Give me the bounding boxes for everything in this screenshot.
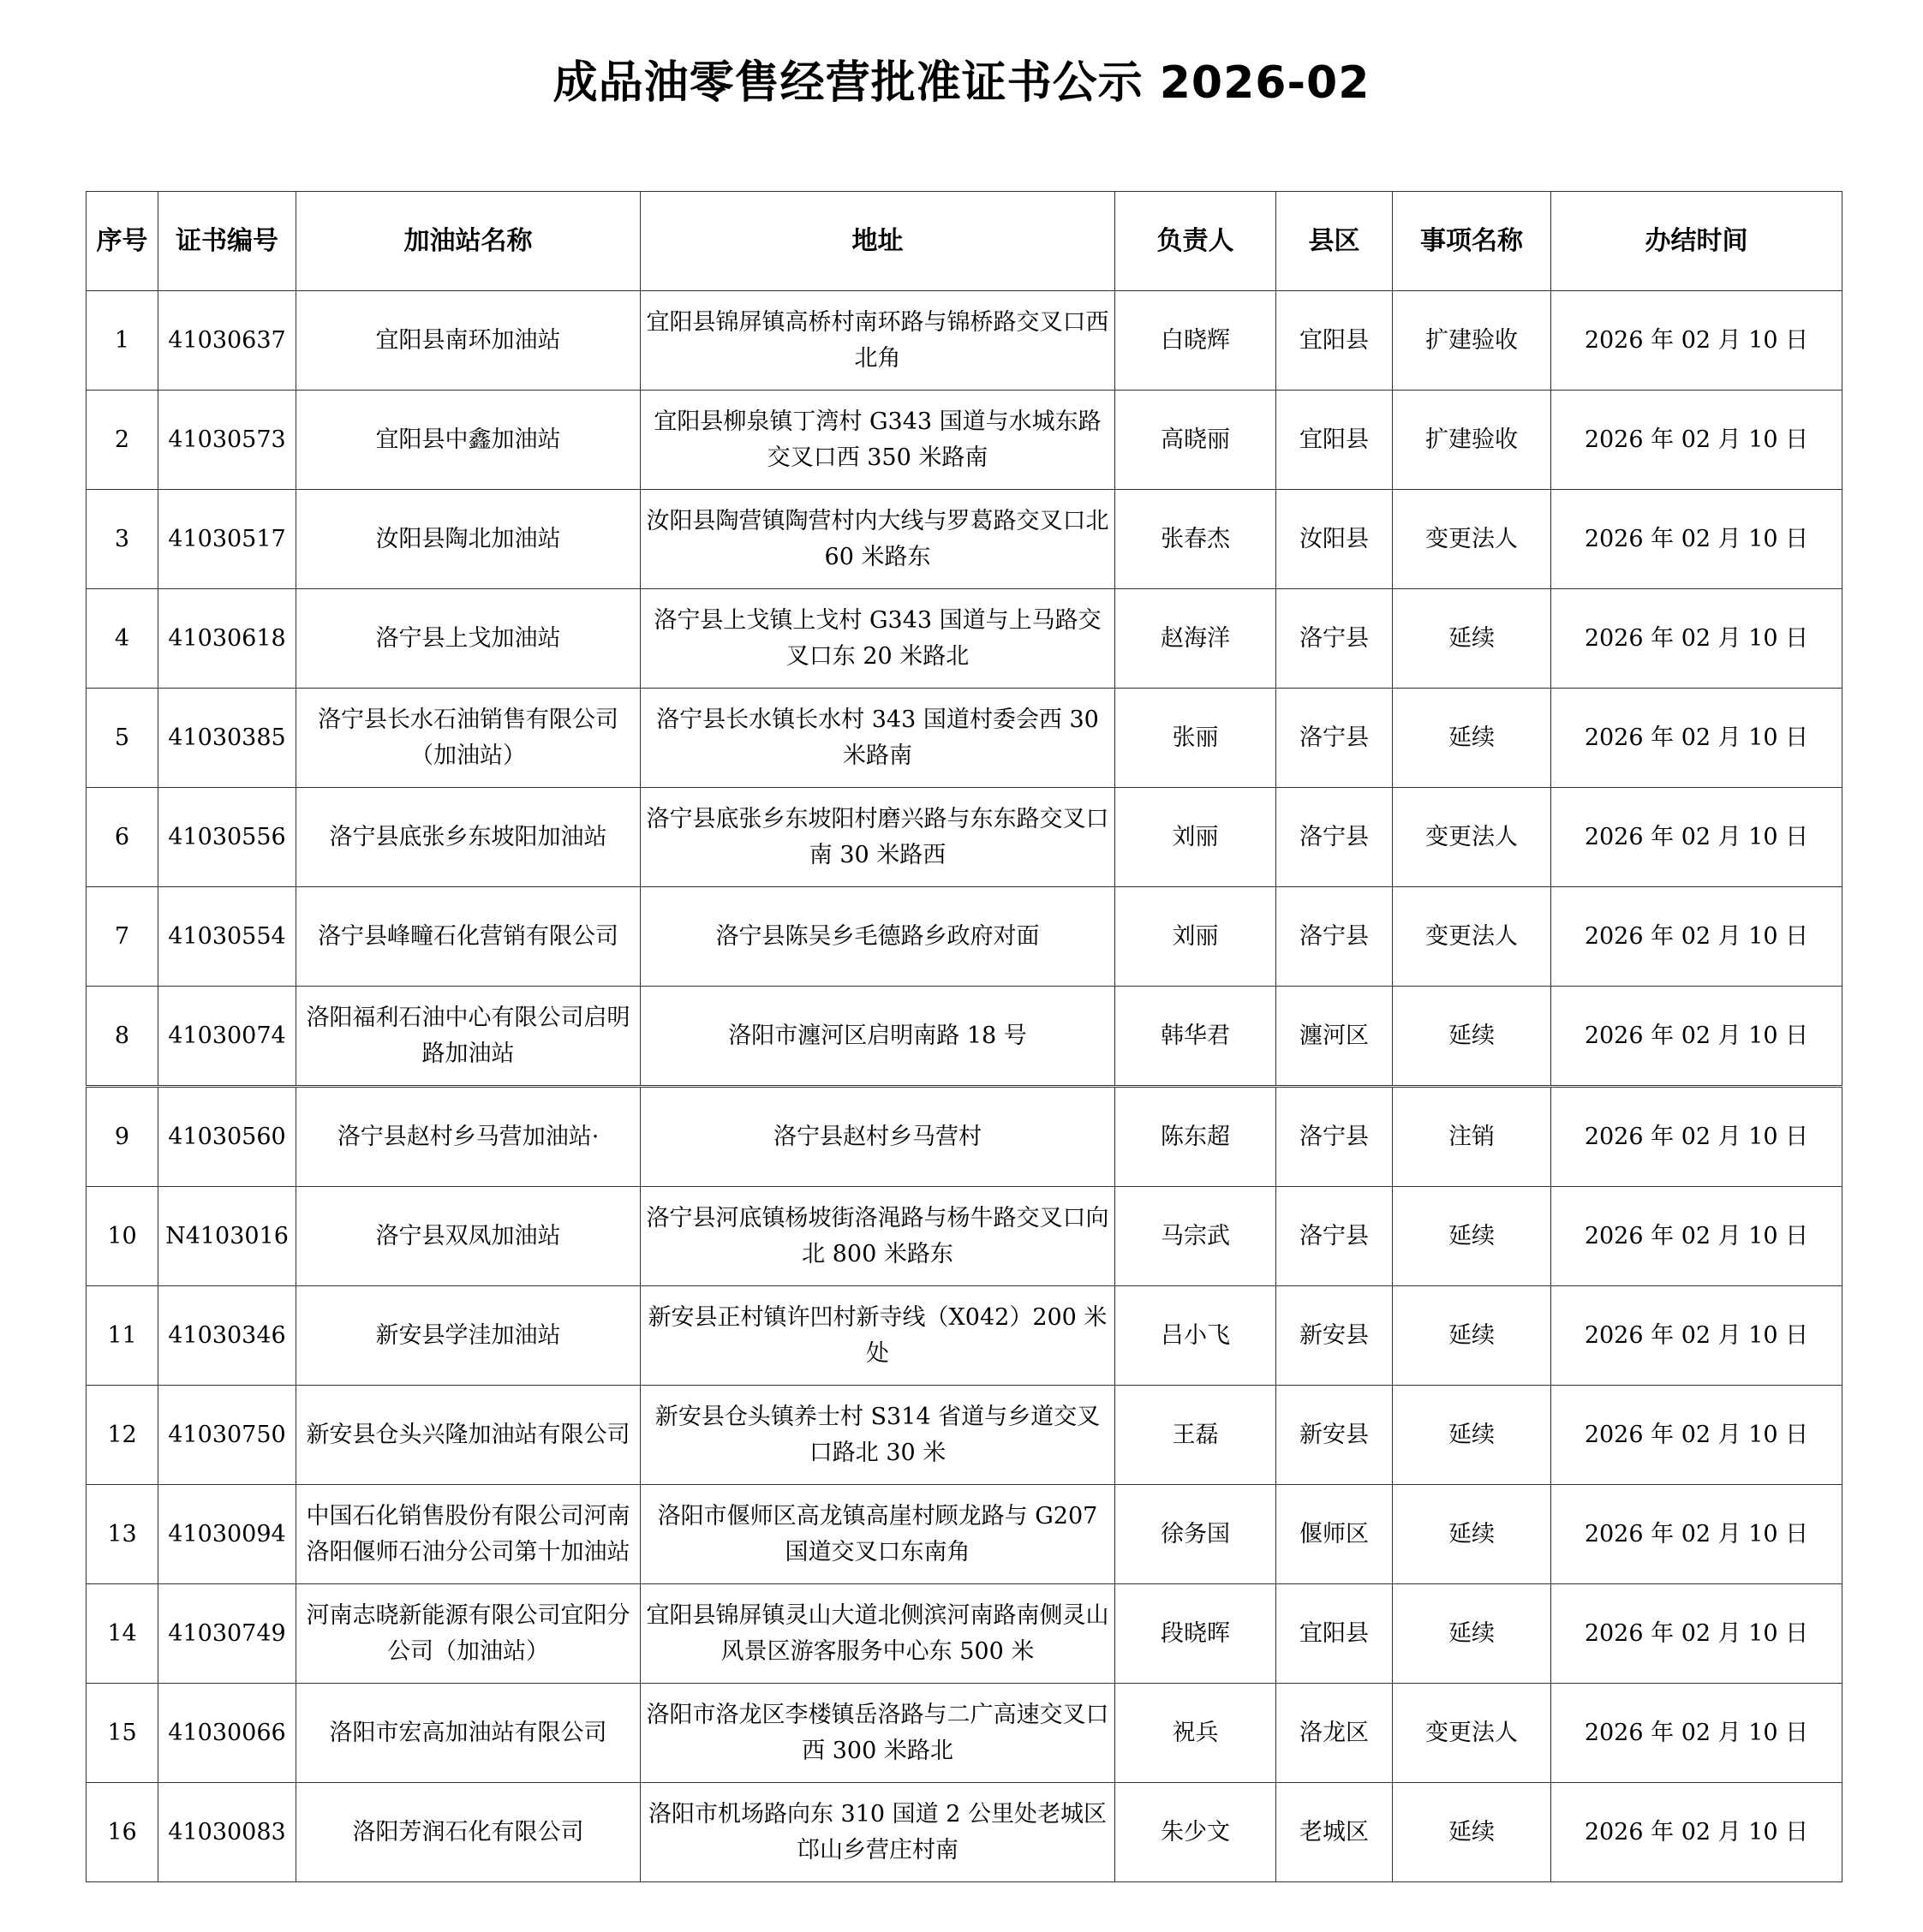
- certificate-table-part-1: [86, 191, 1842, 1086]
- cell-address: 洛阳市洛龙区李楼镇岳洛路与二广高速交叉口西 300 米路北: [641, 1684, 1115, 1783]
- cell-station-name: 新安县仓头兴隆加油站有限公司: [296, 1386, 641, 1485]
- cell-station-name: 洛宁县峰疃石化营销有限公司: [296, 887, 641, 987]
- cell-cert-no: 41030560: [158, 1088, 296, 1187]
- cell-station-name: 洛宁县上戈加油站: [296, 589, 641, 689]
- cell-station-name: 洛宁县底张乡东坡阳加油站: [296, 788, 641, 887]
- cell-county: 瀍河区: [1276, 987, 1393, 1086]
- cell-station-name: 河南志晓新能源有限公司宜阳分公司（加油站）: [296, 1584, 641, 1684]
- cell-address: 洛阳市瀍河区启明南路 18 号: [641, 987, 1115, 1086]
- cell-station-name: 洛宁县赵村乡马营加油站·: [296, 1088, 641, 1187]
- cell-county: 洛龙区: [1276, 1684, 1393, 1783]
- cell-address: 洛宁县陈吴乡毛德路乡政府对面: [641, 887, 1115, 987]
- cell-station-name: 新安县学洼加油站: [296, 1286, 641, 1386]
- cell-item: 扩建验收: [1393, 391, 1551, 490]
- cell-address: 洛宁县河底镇杨坡街洛渑路与杨牛路交叉口向北 800 米路东: [641, 1187, 1115, 1286]
- cell-cert-no: 41030556: [158, 788, 296, 887]
- table-row: [87, 1584, 1842, 1684]
- header-date: 办结时间: [1551, 192, 1842, 291]
- cell-date: 2026 年 02 月 10 日: [1551, 1783, 1842, 1882]
- table-row: [87, 1286, 1842, 1386]
- cell-cert-no: 41030618: [158, 589, 296, 689]
- cell-date: 2026 年 02 月 10 日: [1551, 1187, 1842, 1286]
- cell-date: 2026 年 02 月 10 日: [1551, 1684, 1842, 1783]
- table-row: [87, 887, 1842, 987]
- cell-manager: 高晓丽: [1115, 391, 1276, 490]
- cell-cert-no: 41030074: [158, 987, 296, 1086]
- cell-address: 洛宁县长水镇长水村 343 国道村委会西 30 米路南: [641, 689, 1115, 788]
- cell-cert-no: 41030573: [158, 391, 296, 490]
- cell-county: 洛宁县: [1276, 689, 1393, 788]
- cell-cert-no: 41030346: [158, 1286, 296, 1386]
- cell-county: 宜阳县: [1276, 1584, 1393, 1684]
- cell-item: 延续: [1393, 1783, 1551, 1882]
- cell-date: 2026 年 02 月 10 日: [1551, 1088, 1842, 1187]
- cell-item: 注销: [1393, 1088, 1551, 1187]
- table-row: [87, 1684, 1842, 1783]
- cell-address: 宜阳县锦屏镇高桥村南环路与锦桥路交叉口西北角: [641, 291, 1115, 391]
- cell-county: 老城区: [1276, 1783, 1393, 1882]
- cell-address: 洛阳市偃师区高龙镇高崖村顾龙路与 G207 国道交叉口东南角: [641, 1485, 1115, 1584]
- cell-manager: 马宗武: [1115, 1187, 1276, 1286]
- cell-cert-no: 41030750: [158, 1386, 296, 1485]
- cell-manager: 韩华君: [1115, 987, 1276, 1086]
- cell-item: 延续: [1393, 1286, 1551, 1386]
- cell-date: 2026 年 02 月 10 日: [1551, 689, 1842, 788]
- cell-item: 延续: [1393, 1187, 1551, 1286]
- cell-county: 新安县: [1276, 1286, 1393, 1386]
- cell-item: 延续: [1393, 1584, 1551, 1684]
- table-row: [87, 788, 1842, 887]
- cell-address: 洛宁县底张乡东坡阳村磨兴路与东东路交叉口南 30 米路西: [641, 788, 1115, 887]
- cell-cert-no: 41030385: [158, 689, 296, 788]
- cell-station-name: 洛阳芳润石化有限公司: [296, 1783, 641, 1882]
- table-row: [87, 1485, 1842, 1584]
- cell-manager: 段晓晖: [1115, 1584, 1276, 1684]
- cell-item: 延续: [1393, 987, 1551, 1086]
- cell-station-name: 洛阳市宏高加油站有限公司: [296, 1684, 641, 1783]
- cell-cert-no: 41030066: [158, 1684, 296, 1783]
- cell-county: 洛宁县: [1276, 788, 1393, 887]
- cell-seq: 1: [87, 291, 158, 391]
- cell-date: 2026 年 02 月 10 日: [1551, 987, 1842, 1086]
- cell-seq: 6: [87, 788, 158, 887]
- cell-cert-no: 41030637: [158, 291, 296, 391]
- cell-station-name: 宜阳县中鑫加油站: [296, 391, 641, 490]
- cell-seq: 12: [87, 1386, 158, 1485]
- header-cert-no: 证书编号: [158, 192, 296, 291]
- cell-address: 汝阳县陶营镇陶营村内大线与罗葛路交叉口北 60 米路东: [641, 490, 1115, 589]
- cell-address: 洛宁县上戈镇上戈村 G343 国道与上马路交叉口东 20 米路北: [641, 589, 1115, 689]
- table-row: [87, 1187, 1842, 1286]
- table-row: [87, 490, 1842, 589]
- table-row: [87, 1386, 1842, 1485]
- cell-cert-no: 41030517: [158, 490, 296, 589]
- cell-seq: 14: [87, 1584, 158, 1684]
- cell-seq: 5: [87, 689, 158, 788]
- page-title: 成品油零售经营批准证书公示 2026-02: [552, 57, 1371, 109]
- table-row: [87, 391, 1842, 490]
- cell-seq: 7: [87, 887, 158, 987]
- cell-county: 宜阳县: [1276, 291, 1393, 391]
- cell-item: 变更法人: [1393, 490, 1551, 589]
- header-county: 县区: [1276, 192, 1393, 291]
- table-row: [87, 1088, 1842, 1187]
- cell-manager: 刘丽: [1115, 887, 1276, 987]
- header-station-name: 加油站名称: [296, 192, 641, 291]
- cell-manager: 朱少文: [1115, 1783, 1276, 1882]
- cell-manager: 赵海洋: [1115, 589, 1276, 689]
- cell-address: 新安县仓头镇养士村 S314 省道与乡道交叉口路北 30 米: [641, 1386, 1115, 1485]
- cell-address: 宜阳县锦屏镇灵山大道北侧滨河南路南侧灵山风景区游客服务中心东 500 米: [641, 1584, 1115, 1684]
- cell-seq: 16: [87, 1783, 158, 1882]
- cell-manager: 徐务国: [1115, 1485, 1276, 1584]
- cell-date: 2026 年 02 月 10 日: [1551, 788, 1842, 887]
- cell-county: 洛宁县: [1276, 589, 1393, 689]
- table-row: [87, 987, 1842, 1086]
- table-header-row: [87, 192, 1842, 291]
- cell-cert-no: N4103016: [158, 1187, 296, 1286]
- cell-station-name: 宜阳县南环加油站: [296, 291, 641, 391]
- cell-seq: 2: [87, 391, 158, 490]
- cell-seq: 4: [87, 589, 158, 689]
- table-row: [87, 291, 1842, 391]
- cell-address: 洛阳市机场路向东 310 国道 2 公里处老城区邙山乡营庄村南: [641, 1783, 1115, 1882]
- cell-station-name: 汝阳县陶北加油站: [296, 490, 641, 589]
- cell-manager: 祝兵: [1115, 1684, 1276, 1783]
- cell-address: 宜阳县柳泉镇丁湾村 G343 国道与水城东路交叉口西 350 米路南: [641, 391, 1115, 490]
- cell-date: 2026 年 02 月 10 日: [1551, 1386, 1842, 1485]
- cell-cert-no: 41030749: [158, 1584, 296, 1684]
- cell-station-name: 中国石化销售股份有限公司河南洛阳偃师石油分公司第十加油站: [296, 1485, 641, 1584]
- cell-seq: 15: [87, 1684, 158, 1783]
- cell-manager: 王磊: [1115, 1386, 1276, 1485]
- cell-address: 新安县正村镇许凹村新寺线（X042）200 米处: [641, 1286, 1115, 1386]
- cell-date: 2026 年 02 月 10 日: [1551, 887, 1842, 987]
- cell-date: 2026 年 02 月 10 日: [1551, 589, 1842, 689]
- cell-date: 2026 年 02 月 10 日: [1551, 1286, 1842, 1386]
- cell-cert-no: 41030554: [158, 887, 296, 987]
- cell-item: 变更法人: [1393, 1684, 1551, 1783]
- cell-station-name: 洛宁县长水石油销售有限公司（加油站）: [296, 689, 641, 788]
- header-seq: 序号: [87, 192, 158, 291]
- certificate-table-part-2: [86, 1087, 1842, 1882]
- cell-station-name: 洛宁县双凤加油站: [296, 1187, 641, 1286]
- cell-seq: 10: [87, 1187, 158, 1286]
- table-row: [87, 1783, 1842, 1882]
- cell-cert-no: 41030094: [158, 1485, 296, 1584]
- cell-item: 延续: [1393, 689, 1551, 788]
- cell-county: 新安县: [1276, 1386, 1393, 1485]
- cell-date: 2026 年 02 月 10 日: [1551, 391, 1842, 490]
- cell-manager: 吕小飞: [1115, 1286, 1276, 1386]
- cell-county: 洛宁县: [1276, 1187, 1393, 1286]
- cell-manager: 张春杰: [1115, 490, 1276, 589]
- cell-county: 汝阳县: [1276, 490, 1393, 589]
- cell-date: 2026 年 02 月 10 日: [1551, 490, 1842, 589]
- cell-seq: 8: [87, 987, 158, 1086]
- cell-county: 洛宁县: [1276, 1088, 1393, 1187]
- cell-item: 变更法人: [1393, 788, 1551, 887]
- cell-seq: 9: [87, 1088, 158, 1187]
- header-item: 事项名称: [1393, 192, 1551, 291]
- cell-item: 延续: [1393, 1386, 1551, 1485]
- cell-seq: 13: [87, 1485, 158, 1584]
- cell-manager: 张丽: [1115, 689, 1276, 788]
- cell-date: 2026 年 02 月 10 日: [1551, 291, 1842, 391]
- header-address: 地址: [641, 192, 1115, 291]
- cell-seq: 11: [87, 1286, 158, 1386]
- cell-item: 扩建验收: [1393, 291, 1551, 391]
- cell-item: 变更法人: [1393, 887, 1551, 987]
- cell-item: 延续: [1393, 589, 1551, 689]
- cell-cert-no: 41030083: [158, 1783, 296, 1882]
- table-row: [87, 589, 1842, 689]
- table-row: [87, 689, 1842, 788]
- cell-item: 延续: [1393, 1485, 1551, 1584]
- cell-seq: 3: [87, 490, 158, 589]
- header-manager: 负责人: [1115, 192, 1276, 291]
- cell-manager: 陈东超: [1115, 1088, 1276, 1187]
- cell-date: 2026 年 02 月 10 日: [1551, 1584, 1842, 1684]
- cell-address: 洛宁县赵村乡马营村: [641, 1088, 1115, 1187]
- cell-county: 偃师区: [1276, 1485, 1393, 1584]
- cell-county: 洛宁县: [1276, 887, 1393, 987]
- cell-station-name: 洛阳福利石油中心有限公司启明路加油站: [296, 987, 641, 1086]
- cell-manager: 刘丽: [1115, 788, 1276, 887]
- cell-manager: 白晓辉: [1115, 291, 1276, 391]
- cell-county: 宜阳县: [1276, 391, 1393, 490]
- cell-date: 2026 年 02 月 10 日: [1551, 1485, 1842, 1584]
